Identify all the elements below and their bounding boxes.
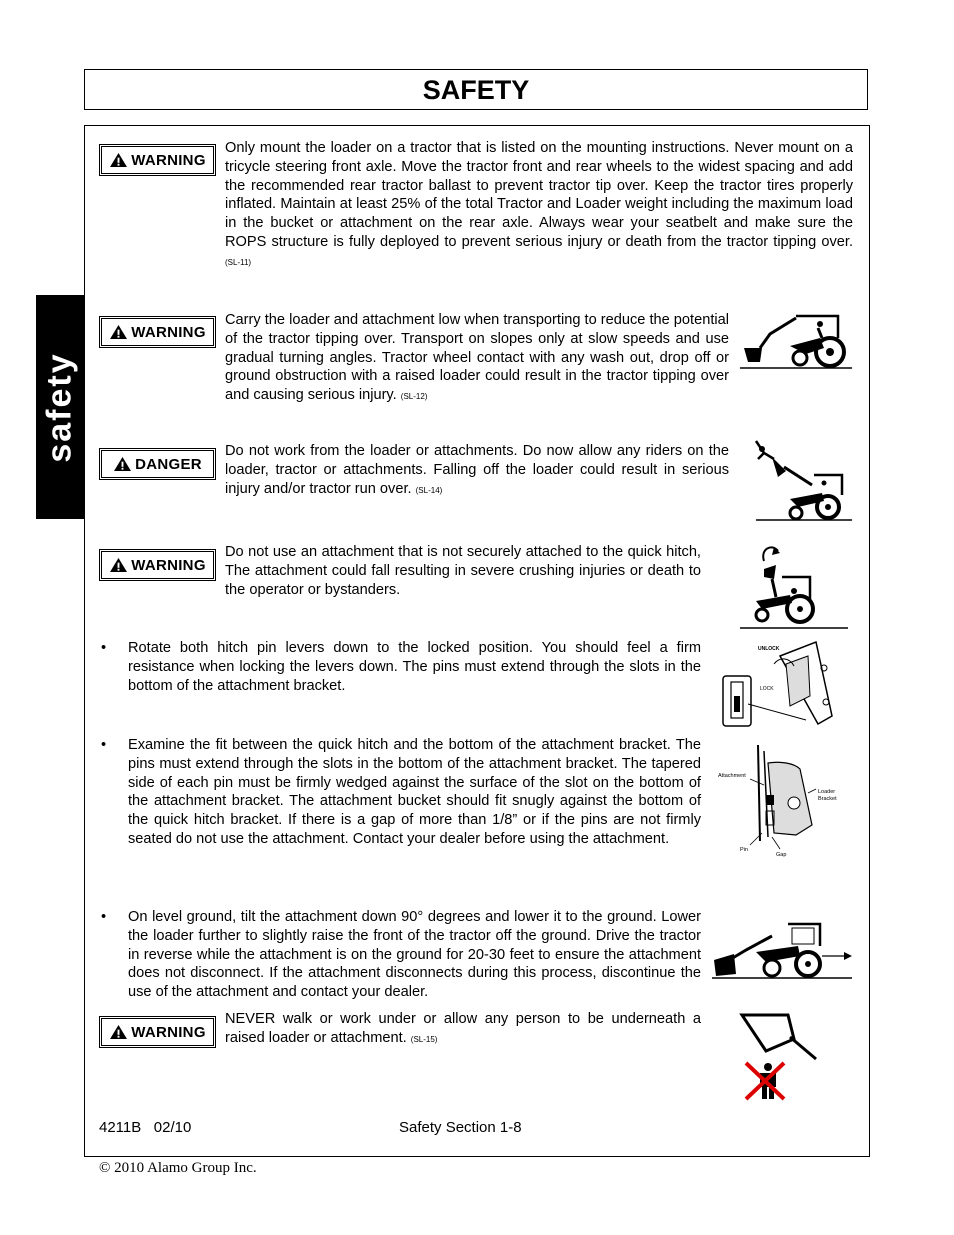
warning-badge [101, 1018, 214, 1046]
danger-badge [101, 450, 214, 478]
bullet-marker: • [101, 640, 107, 656]
badge-label: WARNING [131, 151, 206, 169]
unlock-label: UNLOCK [758, 646, 780, 652]
reference-code: (SL-14) [415, 485, 443, 495]
badge-label: WARNING [131, 323, 206, 341]
paragraph-text: Only mount the loader on a tractor that is listed on the mounting instructions. Never mount on a tricycle steering front axle. Move the tractor front and rear wheels to the widest spacing and add the recommended rear tractor ballast to prevent tractor tip over. Keep the tractor tires properly inflated. Maintain at least 25% of the total Tractor and Loader weight including the maximum load in the bucket or attachment on the rear axle. Always wear your seatbelt and make sure the ROPS structure is fully deployed to prevent serious injury or death from the tractor tipping over. [225, 140, 853, 250]
alert-triangle-icon [109, 1024, 128, 1040]
copyright-notice: © 2010 Alamo Group Inc. [99, 1160, 257, 1176]
bullet-marker: • [101, 737, 107, 753]
loader-bracket-label: Bracket [818, 796, 837, 802]
warning-text-sl15 [225, 1010, 701, 1050]
alert-triangle-icon [109, 152, 128, 168]
danger-text-sl14 [225, 442, 729, 500]
paragraph-text: Do not use an attachment that is not securely attached to the quick hitch, The attachment could fall resulting in severe crushing injuries or death to the operator or bystanders. [225, 544, 701, 598]
badge-label: DANGER [135, 455, 202, 473]
side-tab-label: safety [40, 351, 79, 463]
reference-code: (SL-11) [225, 257, 252, 267]
bullet-text-level-ground-test: On level ground, tilt the attachment down 90° degrees and lower it to the ground. Lower the loader further to slightly raise the front of the tractor off the ground. Drive the tractor in reverse while the attachment is on the ground for 20-30 feet to ensure the attachment does not disconnect. If the attachment disconnects during this process, discontinue the use of the attachment and contact your dealer. [128, 909, 701, 1001]
no-person-under-load-illustration [736, 1011, 820, 1101]
page-title: SAFETY [84, 69, 868, 110]
document-number: 4211B 02/10 [99, 1119, 192, 1136]
paragraph-text: Do not work from the loader or attachments. Do now allow any riders on the loader, tractor or attachments. Falling off the loader could result in serious injury and/or tractor run over. [225, 443, 729, 497]
hitch-pin-lever-diagram [720, 636, 842, 730]
lock-label: LOCK [760, 686, 774, 692]
warning-badge [101, 551, 214, 579]
gap-label: Gap [776, 852, 787, 858]
alert-triangle-icon [109, 324, 128, 340]
badge-label: WARNING [131, 556, 206, 574]
bullet-marker: • [101, 909, 107, 925]
falling-attachment-illustration [738, 543, 850, 631]
reference-code: (SL-15) [410, 1034, 438, 1044]
warning-badge [101, 318, 214, 346]
paragraph-text: Carry the loader and attachment low when transporting to reduce the potential of the tractor tipping over. Transport on slopes only at slow speeds and use gradual turning angles. Tractor wheel contact with any wash out, drop off or ground obstruction with a raised loader could result in the tractor tipping over and causing serious injury. [225, 312, 729, 404]
rider-falling-illustration [752, 437, 854, 523]
section-side-tab [36, 295, 84, 519]
bullet-text-quick-hitch-fit: Examine the fit between the quick hitch and the bottom of the attachment bracket. The pins must extend through the slots in the bottom of the attachment bracket. The tapered side of each pin must be firmly wedged against the surface of the slot on the bottom of the attachment bracket. The attachment bucket should fit snugly against the bottom of the quick hitch bracket. If there is a gap of more than 1/8” or if the pins are not firmly seated do not use the attachment. Contact your dealer before using the attachment. [128, 737, 701, 847]
loader-bracket-label: Loader [818, 789, 836, 795]
pin-label: Pin [740, 847, 748, 853]
warning-badge [101, 146, 214, 174]
paragraph-text: NEVER walk or work under or allow any person to be underneath a raised loader or attachment. [225, 1011, 701, 1046]
warning-text-attachment [225, 543, 701, 599]
attachment-label: Attachment [718, 773, 746, 779]
attachment-bracket-gap-diagram [716, 741, 846, 859]
badge-label: WARNING [131, 1023, 206, 1041]
warning-text-sl11 [225, 139, 853, 273]
warning-text-sl12 [225, 311, 729, 407]
alert-triangle-icon [109, 557, 128, 573]
page-section-label: Safety Section 1-8 [399, 1119, 522, 1136]
bullet-text-hitch-levers: Rotate both hitch pin levers down to the locked position. You should feel a firm resistance when locking the levers down. The pins must extend through the slots in the bottom of the attachment bracket. [128, 640, 701, 694]
tractor-reverse-test-illustration [712, 916, 854, 980]
alert-triangle-icon [113, 456, 132, 472]
tractor-low-transport-illustration [740, 308, 854, 372]
reference-code: (SL-12) [400, 392, 428, 402]
